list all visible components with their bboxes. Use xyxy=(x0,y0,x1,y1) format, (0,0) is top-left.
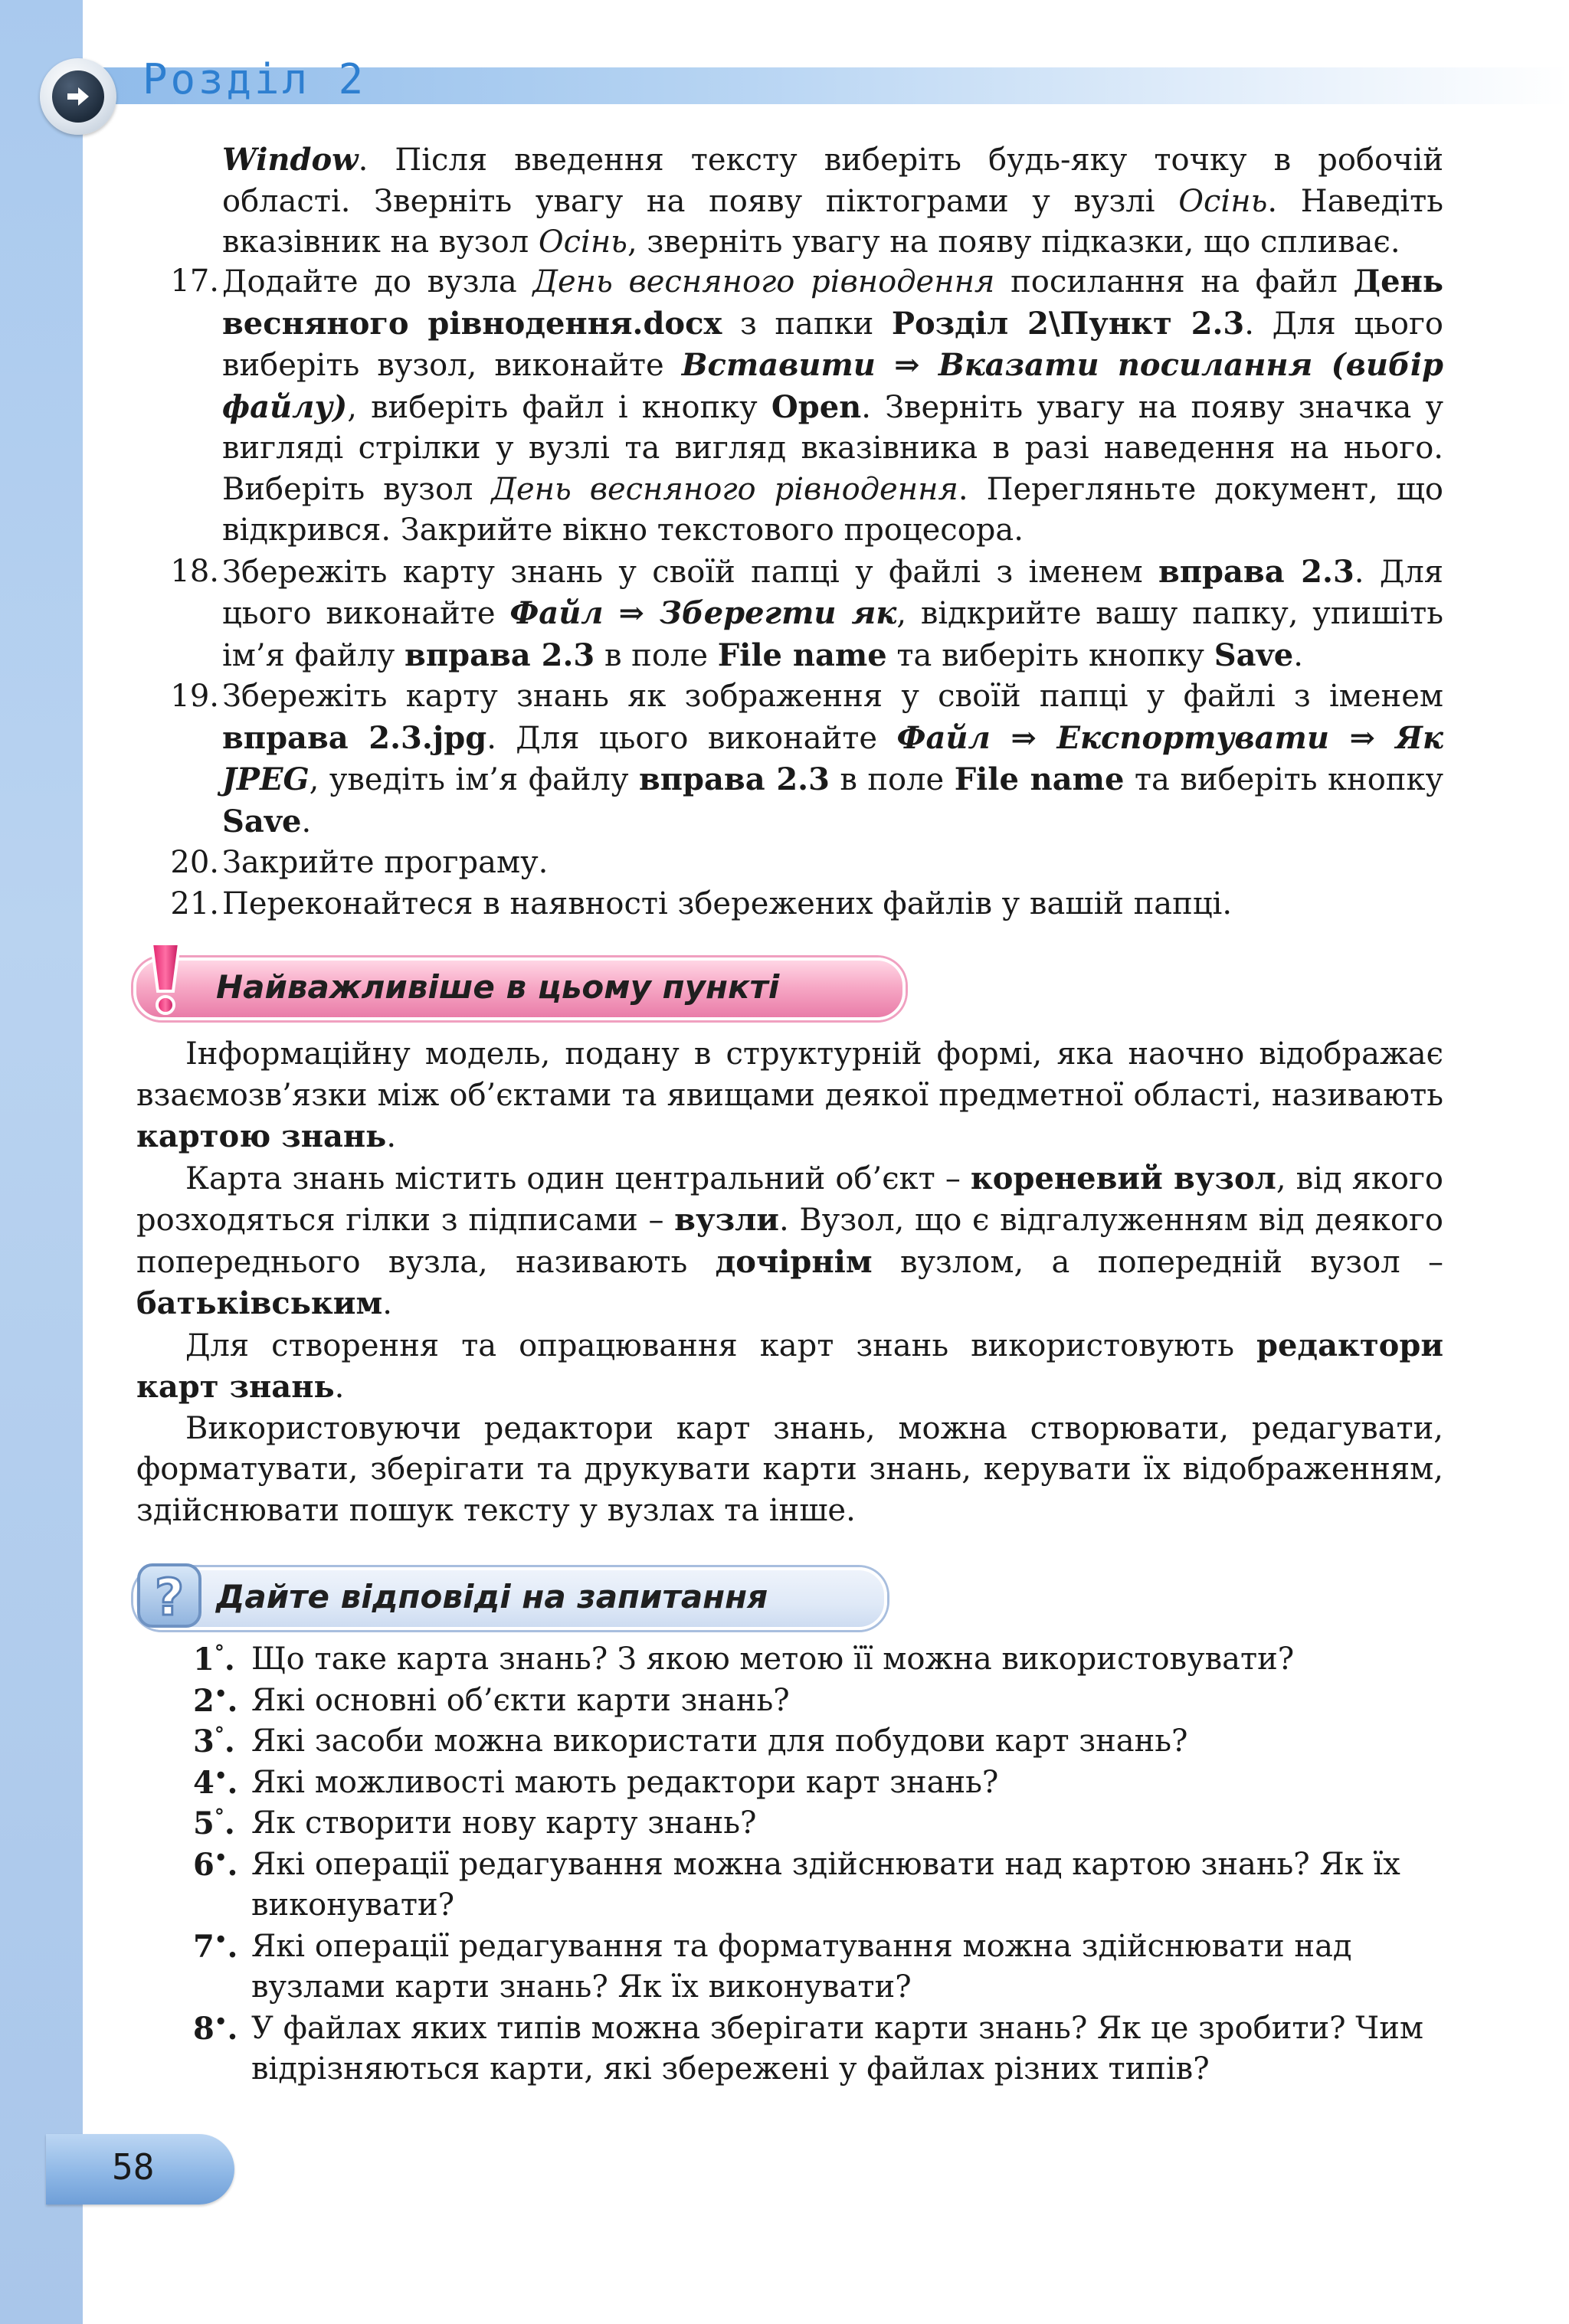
summary-paragraph xyxy=(136,1325,1443,1409)
question-text: Які можливості мають редактори карт знань? xyxy=(251,1764,999,1800)
step-text xyxy=(222,843,1443,884)
text-run: вузли xyxy=(674,1202,779,1238)
instruction-steps xyxy=(170,261,1444,925)
question-number-value: 6 xyxy=(193,1846,215,1883)
step-text xyxy=(222,261,1443,552)
important-banner-title: Найважливіше в цьому пункті xyxy=(216,968,780,1006)
text-run: . Після введення тексту виберіть будь-яку точку в робочій області. Зверніть увагу на появу піктограми у вузлі xyxy=(222,142,1443,219)
question-number: 3°. xyxy=(193,1723,235,1759)
difficulty-mark: ° xyxy=(214,1642,224,1664)
text-run: День весняного рівнодення xyxy=(532,264,995,300)
question-number-value: 1 xyxy=(193,1642,215,1678)
question-number: 5°. xyxy=(193,1805,235,1841)
question-mark-icon xyxy=(136,1563,202,1628)
section-arrow-icon xyxy=(40,58,116,135)
text-run: кореневий вузол xyxy=(970,1160,1276,1196)
question-text: У файлах яких типів можна зберігати карти знань? Як це зробити? Чим відрізняються карти, які збережені у файлах різних типів? xyxy=(251,2010,1423,2087)
question-text: Які операції редагування та форматування можна здійснювати над вузлами карти знань? Як їх виконувати? xyxy=(251,1928,1352,2005)
step-number: 21. xyxy=(170,885,219,921)
section-title: Розділ 2 xyxy=(142,55,367,103)
text-run: . Перегляньте документ, що відкрився. Закрийте вікно текстового процесора. xyxy=(222,471,1443,548)
page-number-tab xyxy=(46,2134,234,2205)
text-run: вправа 2.3 xyxy=(1158,553,1354,590)
questions-list xyxy=(193,1639,1443,2090)
difficulty-mark: ° xyxy=(214,1723,224,1746)
text-run: Файл ⇒ Експортувати ⇒ Як JPEG xyxy=(222,719,1443,797)
text-run: Використовуючи редактори карт знань, можна створювати, редагувати, форматувати, зберігати та друкувати карти знань, керувати їх відображенням, здійснювати пошук тексту у вузлах та інше. xyxy=(136,1410,1443,1528)
text-run: , виберіть файл і кнопку xyxy=(347,389,771,425)
exclamation-icon xyxy=(144,941,187,1017)
text-run: батьківським xyxy=(136,1285,383,1321)
text-run: File name xyxy=(954,761,1125,797)
question-number: 4•. xyxy=(193,1764,238,1801)
text-run: вправа 2.3.jpg xyxy=(222,719,487,756)
step-number: 19. xyxy=(170,679,219,714)
questions-banner-title: Дайте відповіді на запитання xyxy=(216,1578,768,1615)
summary-paragraph xyxy=(136,1409,1443,1532)
question-number-value: 4 xyxy=(193,1764,215,1801)
text-run: . Наведіть вказівник на вузол xyxy=(222,183,1443,260)
text-run: Для створення та опрацювання карт знань використовують xyxy=(185,1327,1257,1363)
text-run: . Для цього виконайте xyxy=(222,554,1444,631)
text-run: Save xyxy=(1214,637,1294,673)
text-run: Open xyxy=(771,388,862,425)
question-number-value: 3 xyxy=(193,1723,215,1759)
step-number: 18. xyxy=(170,553,219,589)
question-number-value: 7 xyxy=(193,1928,215,1965)
text-run: . xyxy=(334,1370,345,1405)
text-run: Інформаційну модель, подану в структурній формі, яка наочно відображає взаємозв’язки між об’єктами та явищами деякої предметної області, називають xyxy=(136,1036,1443,1113)
text-run: . Вузол, що є відгалуженням від деякого попереднього вузла, називають xyxy=(136,1203,1443,1280)
text-run: з папки xyxy=(722,306,892,342)
question-number: 8•. xyxy=(193,2010,238,2047)
text-run: . Для цього виконайте xyxy=(486,720,897,756)
question-text: Які основні об’єкти карти знань? xyxy=(251,1682,790,1718)
list-item xyxy=(170,843,1443,884)
text-run: Розділ 2\Пункт 2.3 xyxy=(891,305,1245,342)
question-item xyxy=(193,1681,1443,1722)
text-run: дочірнім xyxy=(715,1243,873,1280)
text-run: , уведіть ім’я файлу xyxy=(309,762,639,797)
question-text: Як створити нову карту знань? xyxy=(251,1805,757,1841)
question-number: 1°. xyxy=(193,1642,235,1678)
continuation-text xyxy=(222,139,1443,263)
text-run: , відкрийте вашу папку, упишіть ім’я файлу xyxy=(222,596,1443,673)
text-run: Закрийте програму. xyxy=(222,845,549,880)
question-number: 6•. xyxy=(193,1846,238,1883)
question-item xyxy=(193,1763,1443,1804)
text-run: в поле xyxy=(829,762,955,797)
difficulty-mark: • xyxy=(214,1928,228,1952)
question-item xyxy=(193,1926,1443,2008)
question-number: 2•. xyxy=(193,1682,238,1719)
page-number: 58 xyxy=(112,2146,155,2188)
question-item xyxy=(193,2008,1443,2090)
step-number: 17. xyxy=(170,263,219,299)
text-run: Файл ⇒ Зберегти як xyxy=(509,595,897,631)
text-run: Осінь xyxy=(1178,183,1268,219)
text-run: в поле xyxy=(595,637,718,673)
text-run: картою знань xyxy=(136,1118,387,1154)
difficulty-mark: • xyxy=(214,1846,228,1870)
text-run: Вставити ⇒ Вказати посилання (вибір файлу) xyxy=(222,347,1443,425)
question-number-value: 2 xyxy=(193,1682,215,1719)
text-run: День весняного рівнодення.docx xyxy=(222,263,1443,342)
summary-paragraph xyxy=(136,1158,1443,1325)
step-number: 20. xyxy=(170,845,219,880)
text-run: File name xyxy=(717,637,887,673)
text-run: Save xyxy=(222,803,302,840)
list-item xyxy=(170,884,1443,925)
question-text: Які операції редагування можна здійснювати над картою знань? Як їх виконувати? xyxy=(251,1846,1400,1923)
text-run: вправа 2.3 xyxy=(405,637,595,673)
text-run: Збережіть карту знань у своїй папці у файлі з іменем xyxy=(222,554,1158,590)
text-run: . xyxy=(1293,637,1303,673)
continuation-paragraph xyxy=(222,139,1443,263)
text-run: . Для цього виберіть вузол, виконайте xyxy=(222,306,1444,383)
question-item xyxy=(193,1639,1443,1681)
left-margin-band xyxy=(0,0,83,2324)
important-banner xyxy=(133,957,906,1020)
text-run: редактори карт знань xyxy=(136,1327,1443,1405)
question-number: 7•. xyxy=(193,1928,238,1965)
text-run: . xyxy=(386,1119,397,1154)
text-run: вузлом, а попередній вузол – xyxy=(872,1244,1443,1280)
text-run: , від якого розходяться гілки з підписами – xyxy=(136,1160,1443,1238)
list-item xyxy=(170,261,1444,552)
text-run: та виберіть кнопку xyxy=(1124,762,1443,797)
difficulty-mark: • xyxy=(214,1764,228,1788)
text-run: День весняного рівнодення xyxy=(491,471,958,507)
key-points-section xyxy=(136,1034,1443,1531)
text-run: Переконайтеся в наявності збережених файлів у вашій папці. xyxy=(222,885,1233,921)
question-item xyxy=(193,1721,1443,1763)
text-run: . Зверніть увагу на появу значка у вигляді стрілки у вузлі та вигляд вказівника в разі наведення на нього. Виберіть вузол xyxy=(222,389,1444,507)
text-run: Осінь xyxy=(538,224,627,260)
text-run: вправа 2.3 xyxy=(638,761,830,797)
text-run: Window xyxy=(222,142,359,178)
question-item xyxy=(193,1803,1443,1844)
list-item xyxy=(170,552,1444,677)
text-run: та виберіть кнопку xyxy=(886,637,1214,673)
difficulty-mark: • xyxy=(214,1682,228,1706)
step-text xyxy=(222,676,1443,843)
step-text xyxy=(222,884,1443,925)
question-text: Що таке карта знань? З якою метою її можна використовувати? xyxy=(251,1642,1295,1677)
text-run: . xyxy=(301,804,312,840)
svg-text:?: ? xyxy=(154,1568,185,1627)
question-number-value: 8 xyxy=(193,2010,215,2047)
step-text xyxy=(222,552,1443,677)
difficulty-mark: ° xyxy=(214,1805,224,1828)
list-item xyxy=(170,676,1443,843)
question-item xyxy=(193,1844,1443,1926)
text-run: Карта знань містить один центральний об’єкт – xyxy=(185,1160,971,1196)
text-run: . xyxy=(382,1286,392,1321)
difficulty-mark: • xyxy=(214,2010,228,2034)
text-run: Додайте до вузла xyxy=(222,264,533,300)
text-run: посилання на файл xyxy=(994,264,1354,300)
text-run: , зверніть увагу на появу підказки, що спливає. xyxy=(627,224,1400,260)
questions-banner xyxy=(133,1567,887,1630)
question-number-value: 5 xyxy=(193,1805,215,1841)
summary-paragraph xyxy=(136,1034,1443,1158)
question-text: Які засоби можна використати для побудови карт знань? xyxy=(251,1723,1188,1759)
text-run: Збережіть карту знань як зображення у своїй папці у файлі з іменем xyxy=(222,679,1443,714)
